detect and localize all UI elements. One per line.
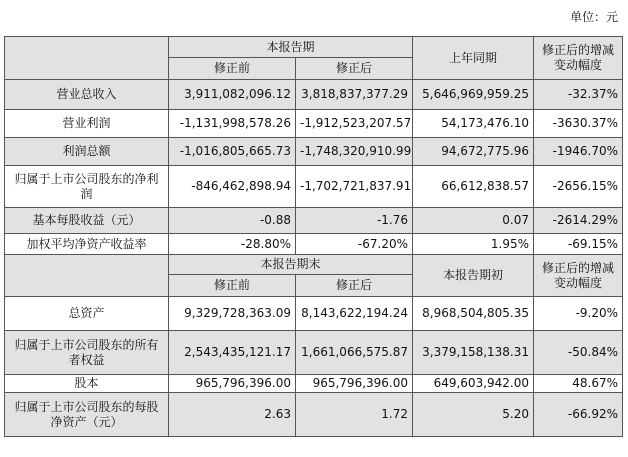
value-after: -1.76 (296, 208, 413, 234)
header-change-line1: 修正后的增减 (542, 43, 615, 57)
value-prior: 54,173,476.10 (413, 110, 534, 138)
value-change: -3630.37% (534, 110, 623, 138)
table-row (5, 166, 623, 208)
value-change: -9.20% (534, 297, 623, 331)
header-row-1 (5, 37, 623, 58)
value-after: 1.72 (296, 393, 413, 437)
value-prior: 94,672,775.96 (413, 138, 534, 166)
row-label: 归属于上市公司股东的净利润 (5, 166, 169, 208)
value-after: -67.20% (296, 234, 413, 255)
value-prior: 5,646,969,959.25 (413, 80, 534, 110)
unit-label: 单位：元 (569, 10, 618, 24)
value-before: -28.80% (169, 234, 296, 255)
row-label: 股本 (5, 375, 169, 393)
row-label: 营业利润 (5, 110, 169, 138)
header-after-2: 修正后 (296, 275, 413, 297)
value-after: 965,796,396.00 (296, 375, 413, 393)
value-before: 2.63 (169, 393, 296, 437)
value-prior: 1.95% (413, 234, 534, 255)
value-before: 2,543,435,121.17 (169, 331, 296, 375)
header-change (534, 37, 623, 80)
header-before-2: 修正前 (169, 275, 296, 297)
header-period-start: 本报告期初 (413, 255, 534, 297)
header-after: 修正后 (296, 58, 413, 80)
value-before: -846,462,898.94 (169, 166, 296, 208)
value-before: -1,131,998,578.26 (169, 110, 296, 138)
table-row (5, 297, 623, 331)
value-change: -32.37% (534, 80, 623, 110)
header-change-line2: 变动幅度 (554, 58, 603, 72)
value-before: -0.88 (169, 208, 296, 234)
value-before: 965,796,396.00 (169, 375, 296, 393)
header-change-2 (534, 255, 623, 297)
row-label: 归属于上市公司股东的所有者权益 (5, 331, 169, 375)
row-label: 总资产 (5, 297, 169, 331)
table-row (5, 208, 623, 234)
value-change: -66.92% (534, 393, 623, 437)
row-label: 营业总收入 (5, 80, 169, 110)
value-before: 3,911,082,096.12 (169, 80, 296, 110)
value-prior: 3,379,158,138.31 (413, 331, 534, 375)
header-row-3 (5, 255, 623, 275)
header-change-line1: 修正后的增减 (542, 260, 615, 275)
table-row (5, 80, 623, 110)
value-prior: 66,612,838.57 (413, 166, 534, 208)
value-change: -2614.29% (534, 208, 623, 234)
header-blank-1 (5, 37, 169, 80)
table-row (5, 393, 623, 437)
value-change: 48.67% (534, 375, 623, 393)
value-after: 8,143,622,194.24 (296, 297, 413, 331)
table-row (5, 234, 623, 255)
value-after: 1,661,066,575.87 (296, 331, 413, 375)
value-after: -1,702,721,837.91 (296, 166, 413, 208)
value-change: -2656.15% (534, 166, 623, 208)
value-prior: 5.20 (413, 393, 534, 437)
table-row (5, 375, 623, 393)
value-before: -1,016,805,665.73 (169, 138, 296, 166)
table-row (5, 138, 623, 166)
header-before: 修正前 (169, 58, 296, 80)
table-row (5, 331, 623, 375)
value-after: -1,748,320,910.99 (296, 138, 413, 166)
value-after: 3,818,837,377.29 (296, 80, 413, 110)
row-label: 归属于上市公司股东的每股净资产（元） (5, 393, 169, 437)
value-change: -1946.70% (534, 138, 623, 166)
header-change-line2: 变动幅度 (554, 275, 603, 290)
header-prior: 上年同期 (413, 37, 534, 80)
row-label: 加权平均净资产收益率 (5, 234, 169, 255)
value-prior: 649,603,942.00 (413, 375, 534, 393)
value-before: 9,329,728,363.09 (169, 297, 296, 331)
table-row (5, 110, 623, 138)
header-blank-2 (5, 255, 169, 297)
value-after: -1,912,523,207.57 (296, 110, 413, 138)
value-change: -50.84% (534, 331, 623, 375)
financial-table (4, 36, 623, 437)
row-label: 利润总额 (5, 138, 169, 166)
value-prior: 0.07 (413, 208, 534, 234)
header-period: 本报告期 (169, 37, 413, 58)
row-label: 基本每股收益（元） (5, 208, 169, 234)
value-change: -69.15% (534, 234, 623, 255)
value-prior: 8,968,504,805.35 (413, 297, 534, 331)
header-period-end: 本报告期末 (169, 255, 413, 275)
